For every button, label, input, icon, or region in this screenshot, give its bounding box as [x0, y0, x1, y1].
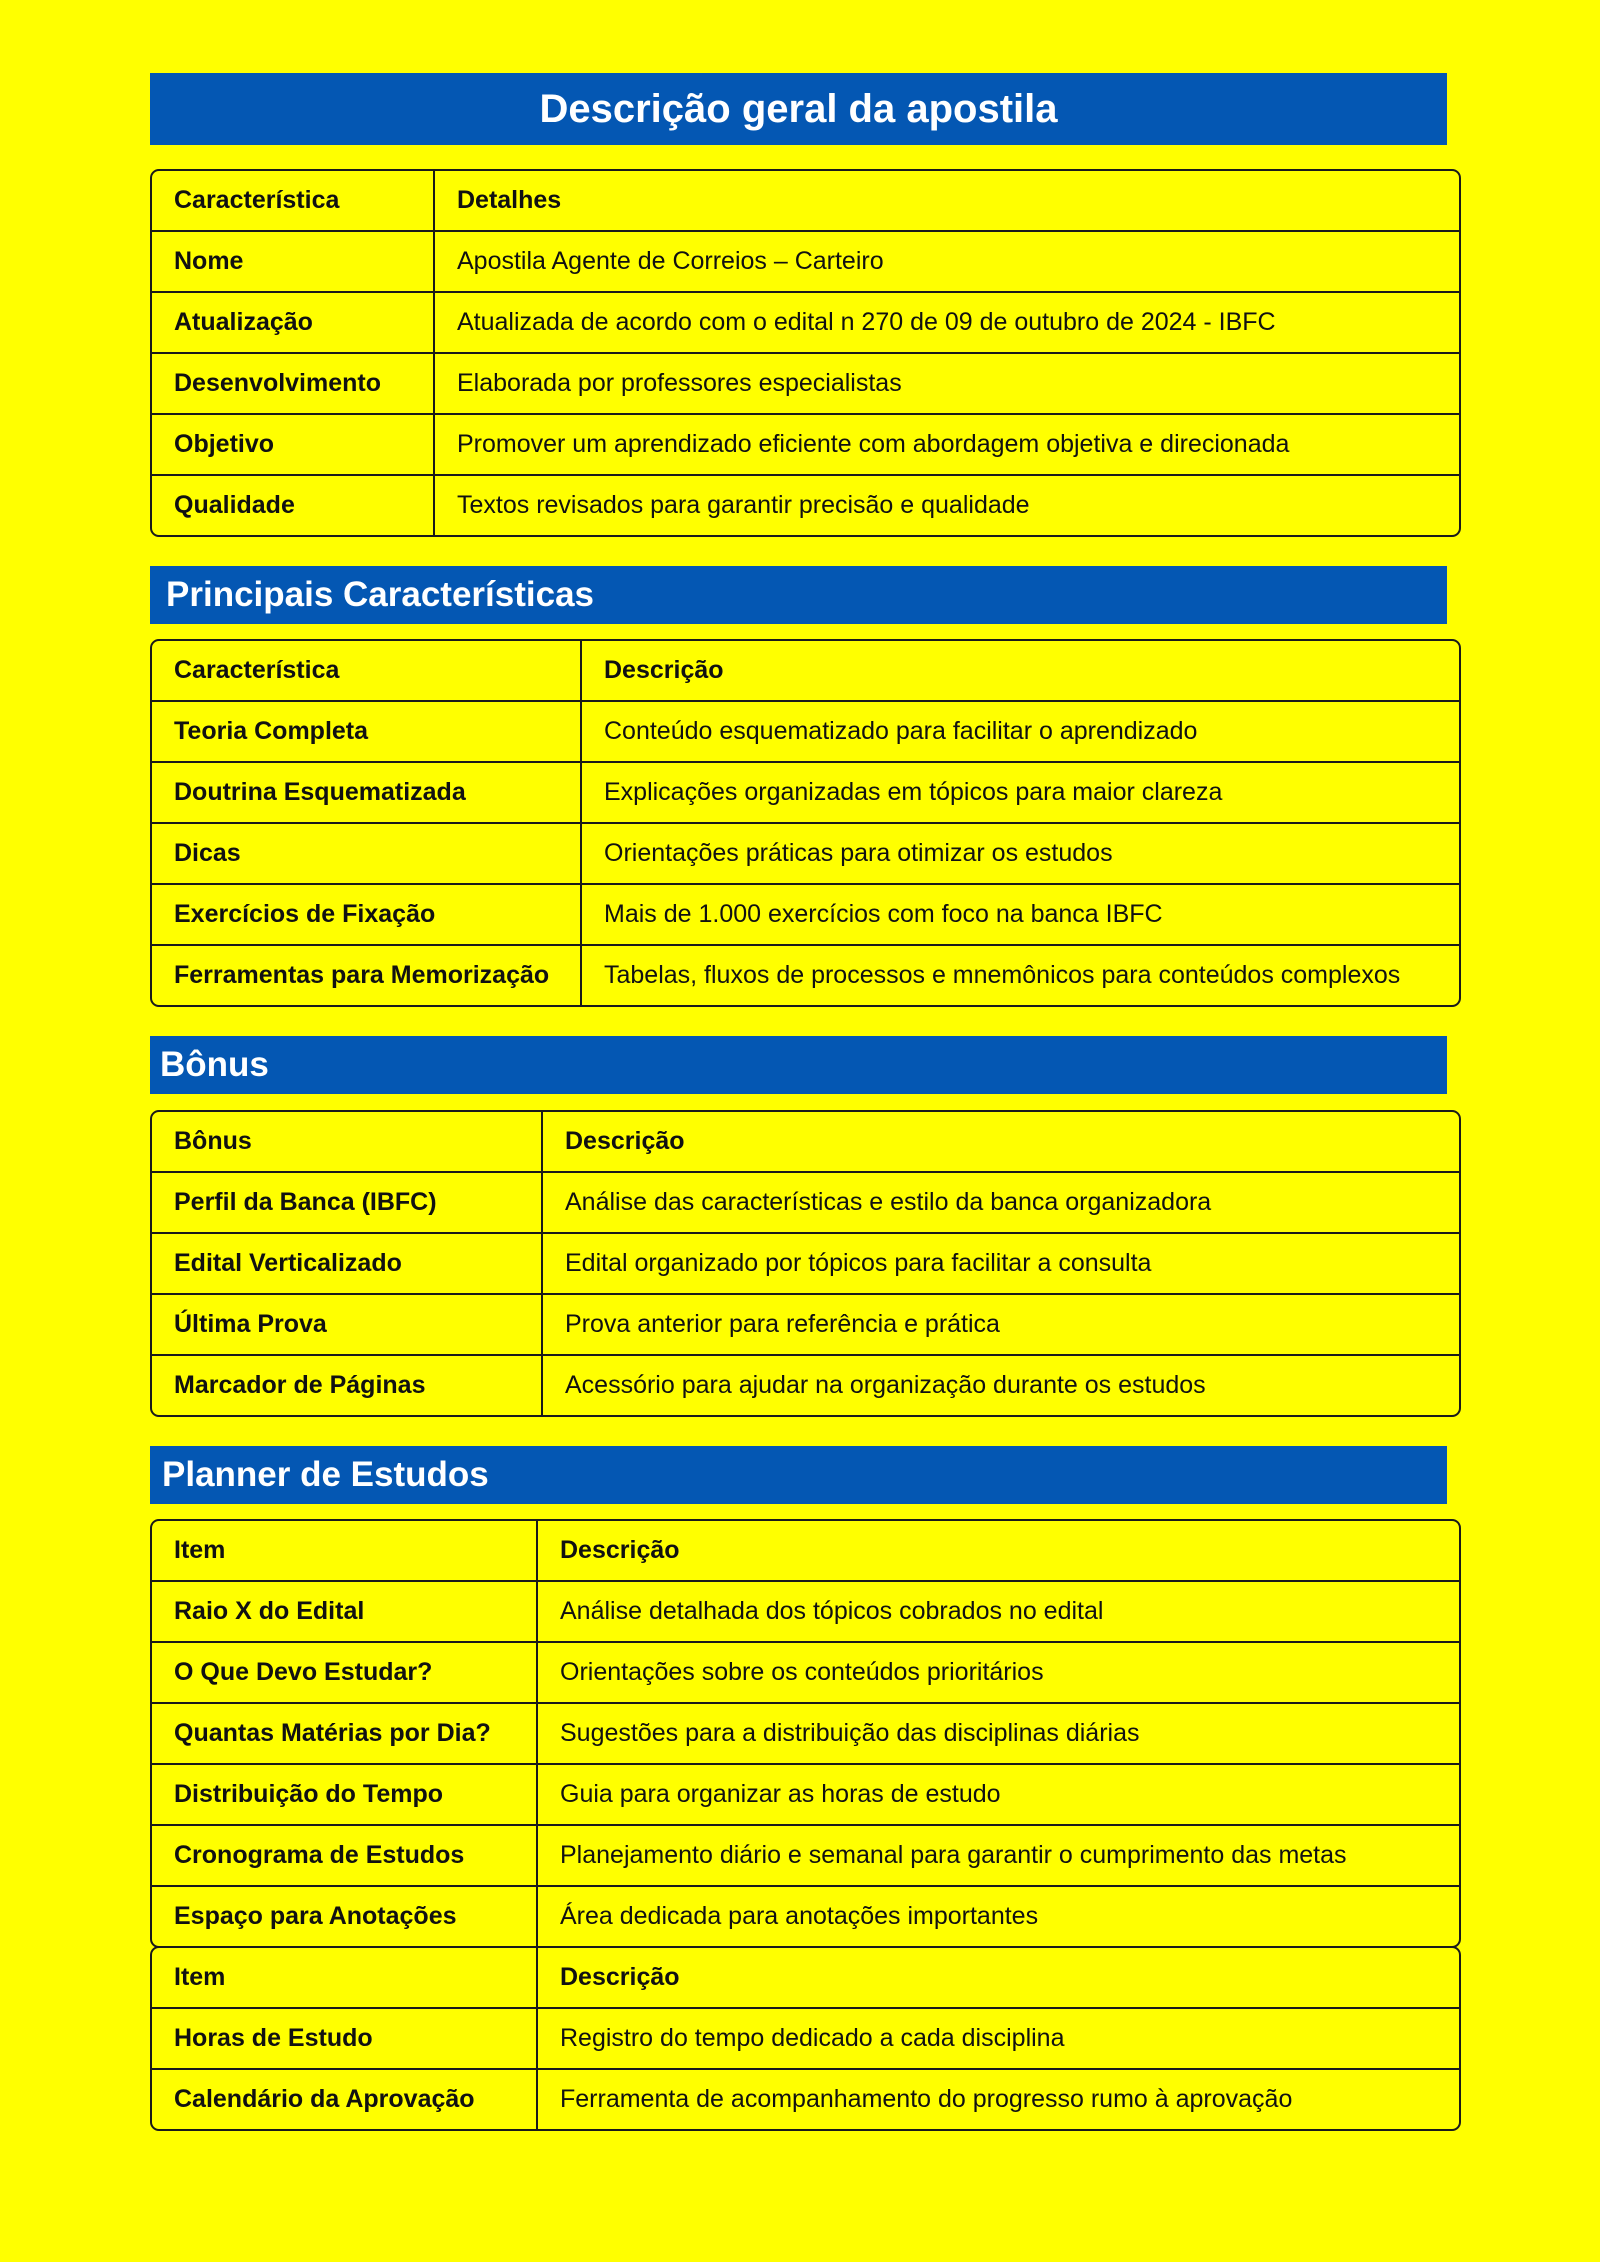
row-label: Cronograma de Estudos [152, 1826, 538, 1885]
table-header-row [152, 641, 1459, 702]
row-label: Ferramentas para Memorização [152, 946, 582, 1005]
planner-table [150, 1519, 1461, 1948]
row-value: Elaborada por professores especialistas [457, 369, 902, 397]
row-value: Prova anterior para referência e prática [565, 1310, 1000, 1338]
planner-continuation-table [150, 1946, 1461, 2131]
row-label: Última Prova [152, 1295, 543, 1354]
table-row [152, 1765, 1459, 1826]
row-label: Objetivo [152, 415, 435, 474]
row-value: Sugestões para a distribuição das disciplinas diárias [560, 1719, 1140, 1747]
header-cell: Detalhes [457, 186, 562, 214]
row-label: Teoria Completa [152, 702, 582, 761]
row-value: Planejamento diário e semanal para garantir o cumprimento das metas [560, 1841, 1347, 1869]
table-row [152, 763, 1459, 824]
table-row [152, 1234, 1459, 1295]
bonus-title-banner [150, 1036, 1447, 1094]
row-value: Atualizada de acordo com o edital n 270 de 09 de outubro de 2024 - IBFC [457, 308, 1276, 336]
row-label: Dicas [152, 824, 582, 883]
table-row [152, 1295, 1459, 1356]
row-label: Nome [152, 232, 435, 291]
table-row [152, 885, 1459, 946]
row-value: Apostila Agente de Correios – Carteiro [457, 247, 884, 275]
header-cell: Descrição [565, 1127, 685, 1155]
row-label: Quantas Matérias por Dia? [152, 1704, 538, 1763]
features-title-banner [150, 566, 1447, 624]
table-row [152, 232, 1459, 293]
features-title: Principais Características [166, 575, 595, 614]
planner-title: Planner de Estudos [162, 1455, 489, 1494]
row-value: Edital organizado por tópicos para facilitar a consulta [565, 1249, 1152, 1277]
header-cell: Descrição [560, 1536, 680, 1564]
row-value: Promover um aprendizado eficiente com abordagem objetiva e direcionada [457, 430, 1290, 458]
table-row [152, 2070, 1459, 2129]
row-value: Registro do tempo dedicado a cada disciplina [560, 2024, 1065, 2052]
table-row [152, 702, 1459, 763]
table-row [152, 2009, 1459, 2070]
header-cell: Característica [152, 171, 435, 230]
row-label: Atualização [152, 293, 435, 352]
header-cell: Descrição [560, 1963, 680, 1991]
row-value: Mais de 1.000 exercícios com foco na banca IBFC [604, 900, 1163, 928]
table-header-row [152, 171, 1459, 232]
row-label: Horas de Estudo [152, 2009, 538, 2068]
table-header-row [152, 1521, 1459, 1582]
row-value: Ferramenta de acompanhamento do progresso rumo à aprovação [560, 2085, 1293, 2113]
row-value: Explicações organizadas em tópicos para maior clareza [604, 778, 1223, 806]
row-label: Raio X do Edital [152, 1582, 538, 1641]
table-row [152, 354, 1459, 415]
table-header-row [152, 1112, 1459, 1173]
table-row [152, 1887, 1459, 1946]
row-label: Edital Verticalizado [152, 1234, 543, 1293]
table-row [152, 1173, 1459, 1234]
table-row [152, 415, 1459, 476]
row-value: Guia para organizar as horas de estudo [560, 1780, 1001, 1808]
row-label: O Que Devo Estudar? [152, 1643, 538, 1702]
bonus-table [150, 1110, 1461, 1417]
table-row [152, 1356, 1459, 1415]
row-label: Espaço para Anotações [152, 1887, 538, 1946]
row-label: Marcador de Páginas [152, 1356, 543, 1415]
overview-table [150, 169, 1461, 537]
row-value: Textos revisados para garantir precisão e qualidade [457, 491, 1030, 519]
row-label: Exercícios de Fixação [152, 885, 582, 944]
row-label: Calendário da Aprovação [152, 2070, 538, 2129]
row-value: Orientações práticas para otimizar os estudos [604, 839, 1113, 867]
planner-title-banner [150, 1446, 1447, 1504]
row-value: Tabelas, fluxos de processos e mnemônicos para conteúdos complexos [604, 961, 1401, 989]
row-label: Doutrina Esquematizada [152, 763, 582, 822]
row-label: Desenvolvimento [152, 354, 435, 413]
header-cell: Característica [152, 641, 582, 700]
row-value: Orientações sobre os conteúdos prioritários [560, 1658, 1044, 1686]
overview-title: Descrição geral da apostila [539, 86, 1058, 131]
header-cell: Descrição [604, 656, 724, 684]
table-row [152, 293, 1459, 354]
table-row [152, 946, 1459, 1005]
row-value: Análise detalhada dos tópicos cobrados no edital [560, 1597, 1104, 1625]
table-header-row [152, 1948, 1459, 2009]
table-row [152, 1704, 1459, 1765]
row-value: Acessório para ajudar na organização durante os estudos [565, 1371, 1206, 1399]
table-row [152, 1826, 1459, 1887]
table-row [152, 1582, 1459, 1643]
overview-title-banner [150, 73, 1447, 145]
header-cell: Bônus [152, 1112, 543, 1171]
row-value: Área dedicada para anotações importantes [560, 1902, 1039, 1930]
row-value: Conteúdo esquematizado para facilitar o aprendizado [604, 717, 1198, 745]
features-table [150, 639, 1461, 1007]
row-value: Análise das características e estilo da banca organizadora [565, 1188, 1212, 1216]
row-label: Distribuição do Tempo [152, 1765, 538, 1824]
table-row [152, 476, 1459, 535]
table-row [152, 824, 1459, 885]
row-label: Perfil da Banca (IBFC) [152, 1173, 543, 1232]
header-cell: Item [152, 1521, 538, 1580]
table-row [152, 1643, 1459, 1704]
row-label: Qualidade [152, 476, 435, 535]
header-cell: Item [152, 1948, 538, 2007]
bonus-title: Bônus [160, 1045, 269, 1084]
